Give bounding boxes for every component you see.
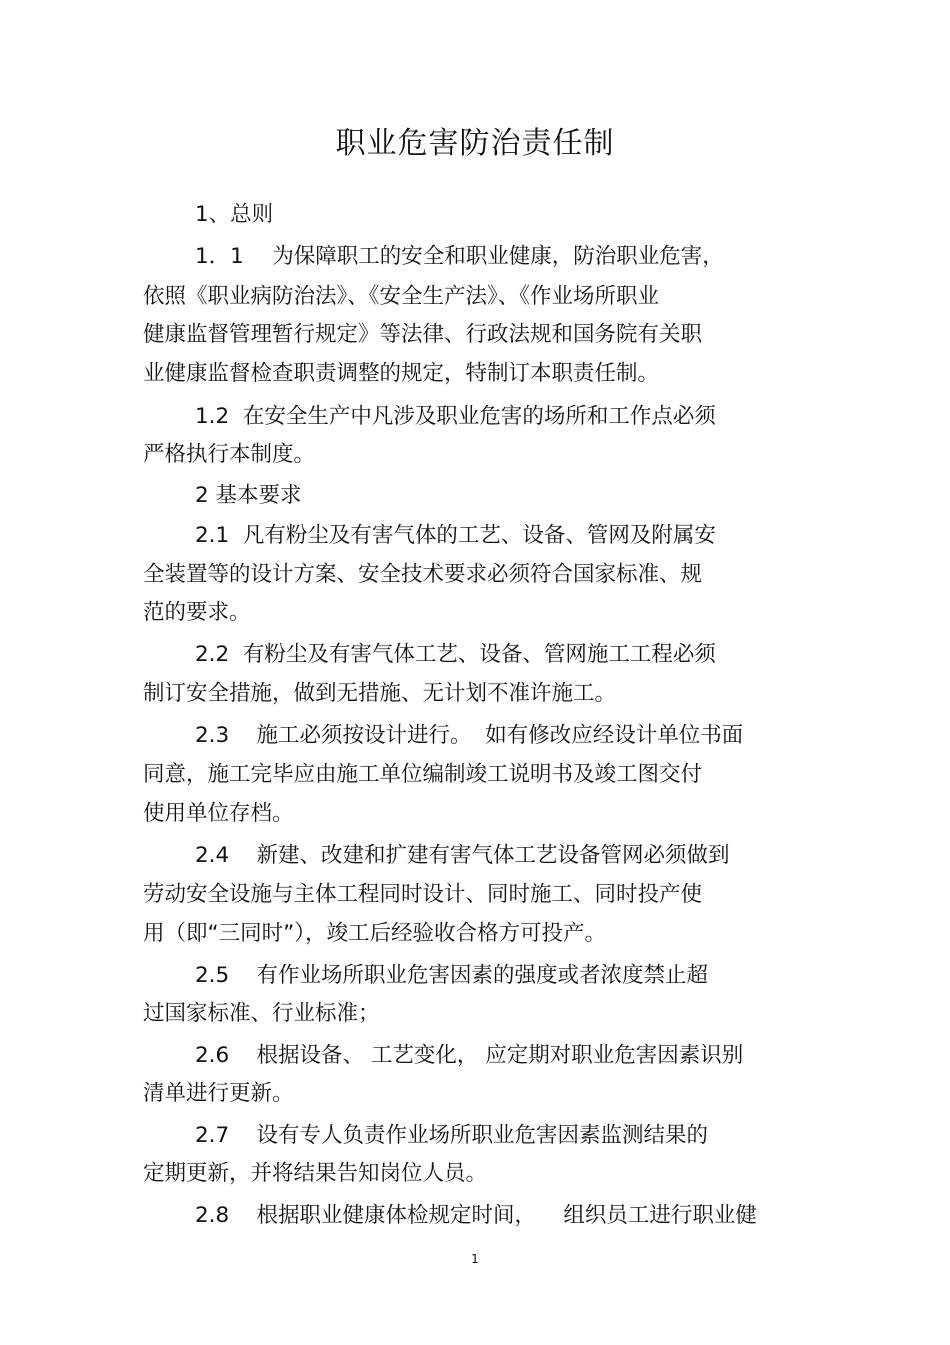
paragraph-line: 2.2 有粉尘及有害气体工艺、设备、管网施工工程必须 — [195, 642, 716, 667]
paragraph-line: 2.7 设有专人负责作业场所职业危害因素监测结果的 — [195, 1123, 709, 1148]
paragraph-line: 制订安全措施，做到无措施、无计划不准许施工。 — [143, 681, 617, 706]
paragraph-line: 2.6 根据设备、 工艺变化， 应定期对职业危害因素识别 — [195, 1043, 744, 1068]
paragraph-line: 过国家标准、行业标准； — [143, 1001, 380, 1026]
paragraph-line: 业健康监督检查职责调整的规定，特制订本职责任制。 — [143, 361, 660, 386]
section-heading: 2 基本要求 — [195, 483, 302, 508]
paragraph-line: 2.1 凡有粉尘及有害气体的工艺、设备、管网及附属安 — [195, 523, 716, 548]
paragraph-line: 2.4 新建、改建和扩建有害气体工艺设备管网必须做到 — [195, 843, 730, 868]
paragraph-line: 清单进行更新。 — [143, 1081, 294, 1106]
paragraph-line: 健康监督管理暂行规定》等法律、行政法规和国务院有关职 — [143, 322, 703, 347]
paragraph-line: 1.2 在安全生产中凡涉及职业危害的场所和工作点必须 — [195, 404, 716, 429]
paragraph-line: 使用单位存档。 — [143, 801, 294, 826]
paragraph-line: 2.5 有作业场所职业危害因素的强度或者浓度禁止超 — [195, 963, 709, 988]
paragraph-line: 全装置等的设计方案、安全技术要求必须符合国家标准、规 — [143, 562, 703, 587]
paragraph-line: 用（即“三同时”），竣工后经验收合格方可投产。 — [143, 921, 607, 946]
paragraph-line: 依照《职业病防治法》、《安全生产法》、《作业场所职业 — [143, 284, 660, 309]
page-number: 1 — [471, 1252, 479, 1266]
paragraph-line: 2.8 根据职业健康体检规定时间， 组织员工进行职业健 — [195, 1203, 757, 1228]
document-title: 职业危害防治责任制 — [335, 126, 615, 161]
section-heading: 1、总则 — [195, 202, 274, 227]
paragraph-line: 劳动安全设施与主体工程同时设计、同时施工、同时投产使 — [143, 882, 703, 907]
paragraph-line: 同意，施工完毕应由施工单位编制竣工说明书及竣工图交付 — [143, 762, 703, 787]
paragraph-line: 范的要求。 — [143, 600, 251, 625]
paragraph-line: 定期更新，并将结果告知岗位人员。 — [143, 1161, 488, 1186]
paragraph-line: 2.3 施工必须按设计进行。 如有修改应经设计单位书面 — [195, 723, 744, 748]
paragraph-line: 严格执行本制度。 — [143, 442, 316, 467]
paragraph-line: 1．1 为保障职工的安全和职业健康，防治职业危害， — [195, 244, 724, 269]
